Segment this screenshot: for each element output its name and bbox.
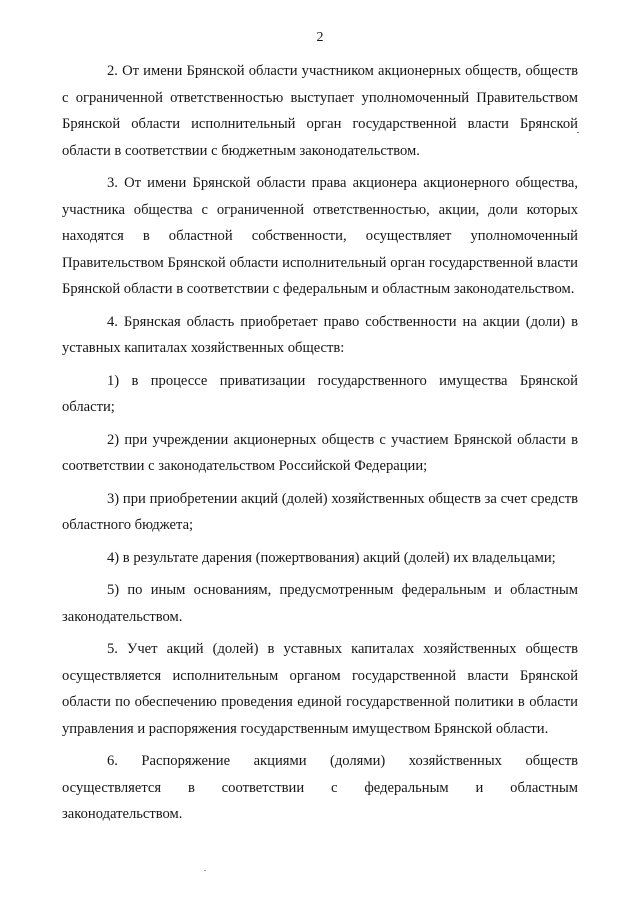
document-body [62,58,578,834]
page-number: 2 [316,30,324,45]
list-item-4: 4) в результате дарения (пожертвования) акций (долей) их владельцами; [107,549,556,566]
list-item-5: 5) по иным основаниям, предусмотренным федеральным и областным законодательством. [62,582,578,625]
list-item-1: 1) в процессе приватизации государственного имущества Брянской области; [62,372,578,415]
paragraph-2: 2. От имени Брянской области участником акционерных обществ, обществ с ограниченной ответственностью выступает уполномоченный Правительством Брянской области исполнительный орган государственной власти Брянской области в соответствии с бюджетным законодательством. [62,63,578,159]
paragraph-6-line-2: осуществляется в соответствии с федеральным и областным [62,779,578,796]
paragraph-5: 5. Учет акций (долей) в уставных капиталах хозяйственных обществ осуществляется исполнительным органом государственной власти Брянской области по обеспечению проведения единой государственной политики в области управления и распоряжения государственным имуществом Брянской области. [62,641,578,737]
paragraph-6 [62,748,578,828]
scan-artifact [204,870,206,871]
list-item-3: 3) при приобретении акций (долей) хозяйственных обществ за счет средств областного бюджета; [62,490,578,533]
paragraph-6-line-1: 6. Распоряжение акциями (долями) хозяйственных обществ [107,753,578,769]
paragraph-3: 3. От имени Брянской области права акционера акционерного общества, участника общества с ограниченной ответственностью, акции, доли которых находятся в областной собственности, осуществляет уполномоченный Правительством Брянской области исполнительный орган государственной власти Брянской области в соответствии с федеральным и областным законодательством. [62,175,578,297]
paragraph-4: 4. Брянская область приобретает право собственности на акции (доли) в уставных капиталах хозяйственных обществ: [62,313,578,356]
list-item-2: 2) при учреждении акционерных обществ с участием Брянской области в соответствии с законодательством Российской Федерации; [62,431,578,474]
paragraph-6-line-3: законодательством. [62,806,183,822]
